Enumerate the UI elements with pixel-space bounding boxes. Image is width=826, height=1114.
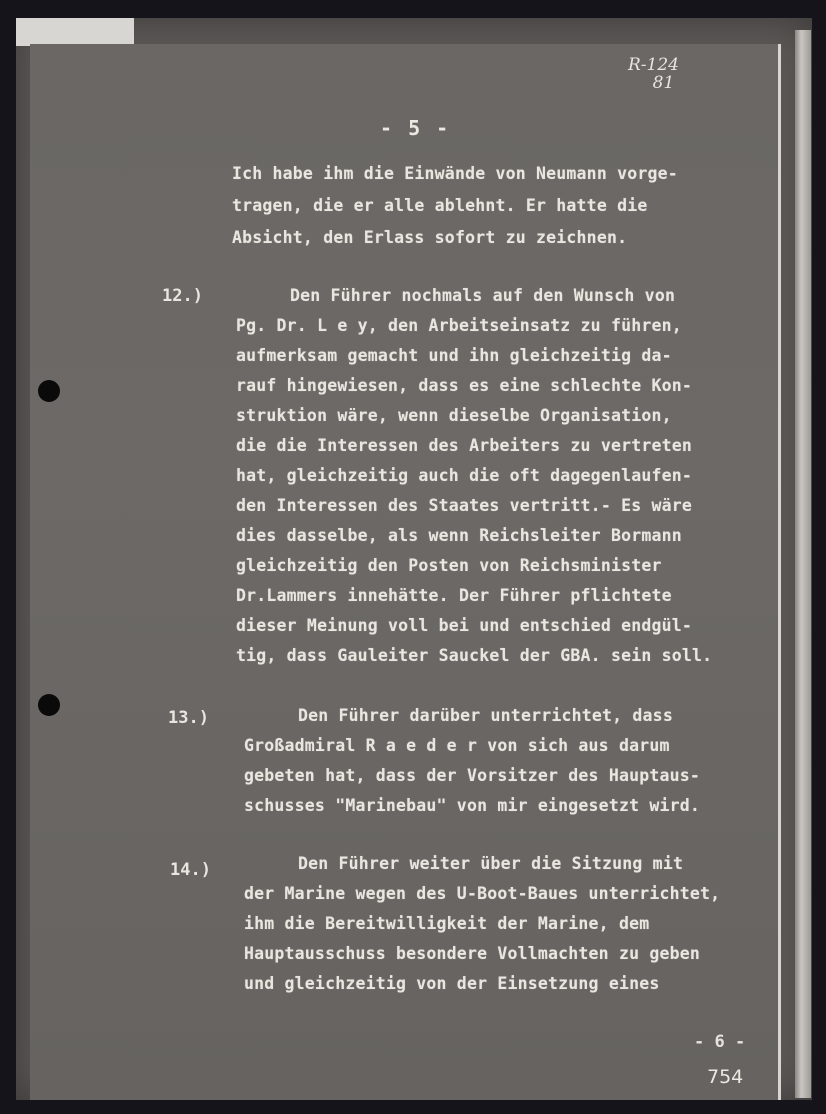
body-line: dies dasselbe, als wenn Reichsleiter Bormann bbox=[236, 526, 682, 545]
body-line: gleichzeitig den Posten von Reichsminister bbox=[236, 556, 662, 575]
body-line: dieser Meinung voll bei und entschied endgül- bbox=[236, 616, 693, 635]
item-number: 13.) bbox=[168, 708, 209, 728]
body-line: der Marine wegen des U-Boot-Baues unterrichtet, bbox=[244, 884, 721, 903]
next-page-marker: - 6 - bbox=[694, 1032, 746, 1052]
body-line: den Interessen des Staates vertritt.- Es wäre bbox=[236, 496, 693, 515]
page-number: - 5 - bbox=[380, 116, 451, 140]
body-line: Den Führer darüber unterrichtet, dass bbox=[298, 706, 673, 725]
mount-edge-light bbox=[16, 18, 134, 46]
body-line: schusses "Marinebau" von mir eingesetzt wird. bbox=[244, 796, 701, 815]
body-line: Großadmiral R a e d e r von sich aus darum bbox=[244, 736, 670, 755]
archive-note-line: 81 bbox=[652, 73, 675, 93]
body-line: gebeten hat, dass der Vorsitzer des Hauptaus- bbox=[244, 766, 701, 785]
punch-hole-icon bbox=[38, 380, 60, 402]
body-line: Ich habe ihm die Einwände von Neumann vorge- bbox=[232, 164, 678, 183]
body-line: Absicht, den Erlass sofort zu zeichnen. bbox=[232, 228, 628, 247]
body-line: rauf hingewiesen, dass es eine schlechte Kon- bbox=[236, 376, 693, 395]
document-stamp: 754 bbox=[707, 1066, 744, 1088]
body-line: aufmerksam gemacht und ihn gleichzeitig da- bbox=[236, 346, 672, 365]
body-line: tig, dass Gauleiter Sauckel der GBA. sein soll. bbox=[236, 646, 713, 665]
item-number: 12.) bbox=[162, 286, 203, 306]
body-line: ihm die Bereitwilligkeit der Marine, dem bbox=[244, 914, 650, 933]
body-line: und gleichzeitig von der Einsetzung eines bbox=[244, 974, 660, 993]
archive-note-line: R-124 bbox=[628, 55, 679, 75]
body-line: Den Führer nochmals auf den Wunsch von bbox=[290, 286, 676, 305]
archive-note bbox=[628, 56, 679, 92]
body-line: Pg. Dr. L e y, den Arbeitseinsatz zu führen, bbox=[236, 316, 682, 335]
body-line: die die Interessen des Arbeiters zu vertreten bbox=[236, 436, 693, 455]
body-line: struktion wäre, wenn dieselbe Organisation, bbox=[236, 406, 672, 425]
body-line: Dr.Lammers innehätte. Der Führer pflichtete bbox=[236, 586, 672, 605]
body-line: hat, gleichzeitig auch die oft dagegenlaufen- bbox=[236, 466, 693, 485]
body-line: Den Führer weiter über die Sitzung mit bbox=[298, 854, 684, 873]
body-line: tragen, die er alle ablehnt. Er hatte die bbox=[232, 196, 648, 215]
page-right-edge bbox=[795, 30, 811, 1098]
body-line: Hauptausschuss besondere Vollmachten zu geben bbox=[244, 944, 701, 963]
item-number: 14.) bbox=[170, 860, 211, 880]
punch-hole-icon bbox=[38, 694, 60, 716]
